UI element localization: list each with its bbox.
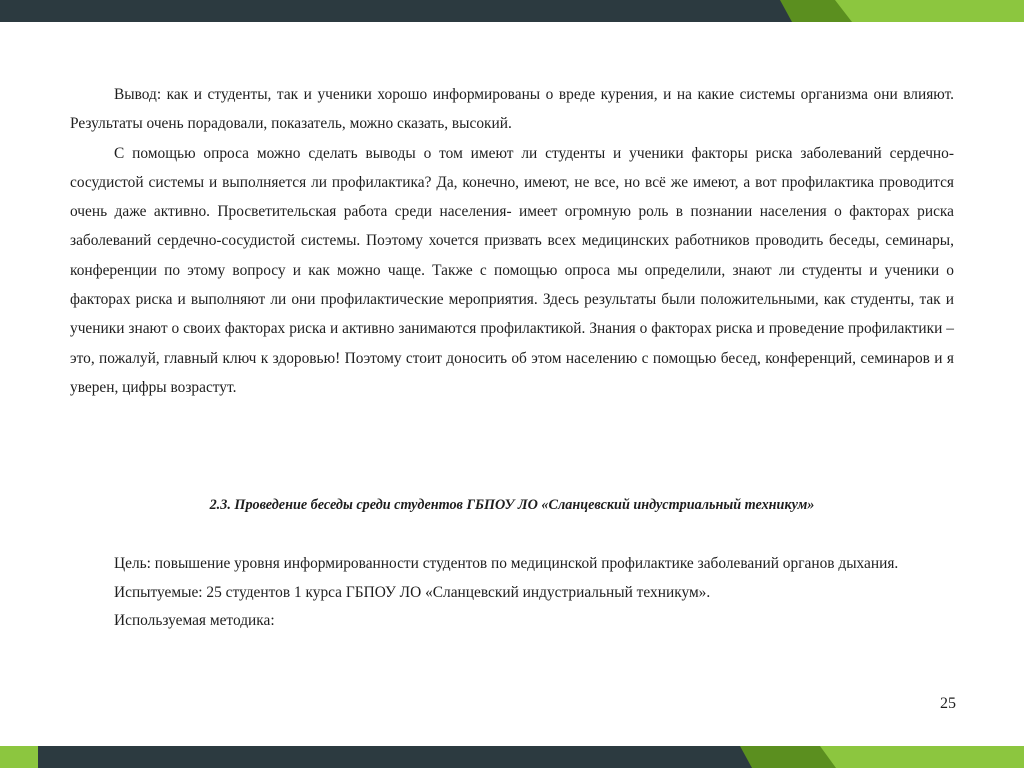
subjects-paragraph: Испытуемые: 25 студентов 1 курса ГБПОУ ЛО «Сланцевский индустриальный техникум». xyxy=(114,583,711,601)
bottom-accent-light-shape xyxy=(0,746,38,768)
page-number: 25 xyxy=(940,695,956,712)
accent-light-shape xyxy=(835,0,1024,22)
top-accent-stripe xyxy=(0,0,1024,22)
bottom-accent-stripe xyxy=(0,746,1024,768)
bottom-bar xyxy=(0,746,1024,768)
conclusion-paragraph-2: С помощью опроса можно сделать выводы о том имеют ли студенты и ученики факторы риска заболеваний сердечно-сосудистой системы и выполняется ли профилактика? Да, конечно, имеют, не все, но всё же имеют, а вот профилактика проводится очень даже активно. Просветительская работа среди населения- имеет огромную роль в познании населения о факторах риска заболеваний сердечно-сосудистой системы. Поэтому хочется призвать всех медицинских работников проводить беседы, семинары, конференции по этому вопросу и как можно чаще. Также с помощью опроса мы определили, знают ли студенты и ученики о факторах риска и выполняют ли они профилактические мероприятия. Здесь результаты были положительными, как студенты, так и ученики знают о своих факторах риска и активно занимаются профилактикой. Знания о факторах риска и проведение профилактики – это, пожалуй, главный ключ к здоровью! Поэтому стоит доносить об этом населению с помощью бесед, конференций, семинаров и я уверен, цифры возрастут. xyxy=(70,144,954,396)
section-body xyxy=(70,550,954,636)
method-paragraph: Используемая методика: xyxy=(114,612,275,629)
top-bar xyxy=(0,0,1024,22)
section-heading: 2.3. Проведение беседы среди студентов ГБПОУ ЛО «Сланцевский индустриальный техникум» xyxy=(209,497,815,513)
bottom-accent-light-right-shape xyxy=(820,746,1024,768)
conclusion-paragraph-1: Вывод: как и студенты, так и ученики хорошо информированы о вреде курения, и на какие системы организма они влияют. Результаты очень порадовали, показатель, можно сказать, высокий. xyxy=(70,86,954,133)
goal-paragraph: Цель: повышение уровня информированности студентов по медицинской профилактике заболеваний органов дыхания. xyxy=(114,555,899,572)
conclusion-block xyxy=(70,80,954,402)
